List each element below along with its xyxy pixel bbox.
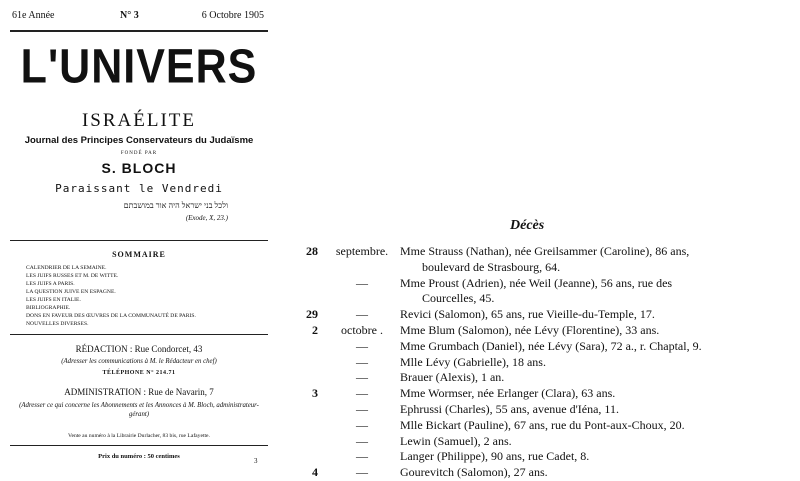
list-item: CALENDRIER DE LA SEMAINE. <box>26 265 107 271</box>
deces-entry-text: Revici (Salomon), 65 ans, rue Vieille-du-Temple, 17. <box>400 307 655 322</box>
deces-entry-text: Mme Wormser, née Erlanger (Clara), 63 ans. <box>400 386 616 401</box>
list-item <box>290 386 795 402</box>
deces-month: — <box>356 465 368 480</box>
deces-month: — <box>356 449 368 464</box>
deces-month: — <box>356 307 368 322</box>
list-item <box>290 244 795 276</box>
list-item <box>290 323 795 339</box>
deces-entry-continuation: boulevard de Strasbourg, 64. <box>422 259 561 274</box>
list-item <box>290 418 795 434</box>
sommaire-heading: SOMMAIRE <box>112 250 166 259</box>
list-item: NOUVELLES DIVERSES. <box>26 321 89 327</box>
redaction-address: RÉDACTION : Rue Condorcet, 43 <box>75 344 203 354</box>
list-item: DONS EN FAVEUR DES ŒUVRES DE LA COMMUNAUTÉ DE PARIS. <box>26 313 196 319</box>
deces-section <box>290 0 795 480</box>
deces-entry-text: Gourevitch (Salomon), 27 ans. <box>400 465 548 480</box>
administration-note: (Adresser ce qui concerne les Abonnements et les Annonces à M. Bloch, administrateur-gérant) <box>19 402 259 418</box>
deces-day: 28 <box>306 244 318 258</box>
divider <box>10 334 268 335</box>
list-item: LES JUIFS EN ITALIE. <box>26 297 81 303</box>
deces-month: — <box>356 433 368 448</box>
deces-entry-text: Lewin (Samuel), 2 ans. <box>400 433 512 448</box>
deces-day: 29 <box>306 307 318 322</box>
deces-day: 3 <box>312 386 318 401</box>
deces-entry-text: Mlle Bickart (Pauline), 67 ans, rue du Pont-aux-Choux, 20. <box>400 417 685 432</box>
deces-entry-text: Mlle Lévy (Gabrielle), 18 ans. <box>400 354 546 369</box>
list-item <box>290 355 795 371</box>
list-item <box>290 434 795 450</box>
deces-month: octobre . <box>341 322 383 337</box>
epigraph-reference: (Exode, X, 23.) <box>185 214 228 222</box>
founded-by-label: FONDÉ PAR <box>120 151 158 156</box>
list-item <box>290 339 795 355</box>
redaction-note: (Adresser les communications à M. le Rédacteur en chef) <box>61 358 217 365</box>
deces-entry-text: Mme Strauss (Nathan), née Greilsammer (Caroline), 86 ans, <box>400 244 690 258</box>
header-rule <box>10 30 268 32</box>
issue-date: 6 Octobre 1905 <box>201 10 264 21</box>
newspaper-title: L'UNIVERS <box>20 40 258 94</box>
divider <box>10 240 268 241</box>
deces-month: septembre. <box>335 244 389 258</box>
deces-month: — <box>356 417 368 432</box>
list-item: LES JUIFS RUSSES ET M. DE WITTE. <box>26 273 119 279</box>
deces-heading: Décès <box>510 218 545 233</box>
list-item <box>290 276 795 308</box>
list-item <box>290 307 795 323</box>
publication-frequency: Paraissant le Vendredi <box>55 182 223 195</box>
vente-info: Vente au numéro à la Librairie Durlacher, 83 bis, rue Lafayette. <box>68 433 210 439</box>
deces-entry-text: Ephrussi (Charles), 55 ans, avenue d'Iéna, 11. <box>400 401 619 416</box>
page-number: 3 <box>254 457 258 465</box>
list-item <box>290 402 795 418</box>
deces-day: 2 <box>312 322 318 337</box>
deces-entry-continuation: Courcelles, 45. <box>422 291 495 306</box>
newspaper-front-page <box>10 8 268 468</box>
masthead-header <box>10 8 268 24</box>
edition-year: 61e Année <box>12 10 55 21</box>
price: Prix du numéro : 50 centimes <box>98 453 180 460</box>
administration-address: ADMINISTRATION : Rue de Navarin, 7 <box>64 387 214 397</box>
sommaire-list <box>26 264 196 328</box>
list-item <box>290 370 795 386</box>
deces-month: — <box>356 386 368 401</box>
founder-name: S. BLOCH <box>101 160 177 176</box>
list-item <box>290 449 795 465</box>
deces-month: — <box>356 401 368 416</box>
deces-entry-text: Langer (Philippe), 90 ans, rue Cadet, 8. <box>400 449 590 464</box>
newspaper-subtitle: ISRAÉLITE <box>81 110 197 131</box>
deces-entry-text: Brauer (Alexis), 1 an. <box>400 370 505 385</box>
deces-entry-text: Mme Blum (Salomon), née Lévy (Florentine), 33 ans. <box>400 322 660 337</box>
hebrew-epigraph: ולכל בני ישראל היה אור במושבתם <box>123 201 228 210</box>
deces-month: — <box>356 275 368 290</box>
list-item: LES JUIFS A PARIS. <box>26 281 75 287</box>
list-item <box>290 465 795 481</box>
divider <box>10 445 268 446</box>
deces-month: — <box>356 354 368 369</box>
issue-number: N° 3 <box>120 10 139 21</box>
deces-entry-text: Mme Grumbach (Daniel), née Lévy (Sara), 72 a., r. Chaptal, 9. <box>400 338 702 353</box>
list-item: BIBLIOGRAPHIE. <box>26 305 71 311</box>
list-item: LA QUESTION JUIVE EN ESPAGNE. <box>26 289 116 295</box>
deces-entry-text: Mme Proust (Adrien), née Weil (Jeanne), 56 ans, rue des <box>400 275 673 290</box>
deces-list <box>290 244 795 481</box>
deces-month: — <box>356 338 368 353</box>
deces-month: — <box>356 370 368 385</box>
tagline: Journal des Principes Conservateurs du Judaïsme <box>24 135 254 146</box>
telephone: TÉLÉPHONE N° 214.71 <box>102 370 176 376</box>
deces-day: 4 <box>312 465 318 480</box>
